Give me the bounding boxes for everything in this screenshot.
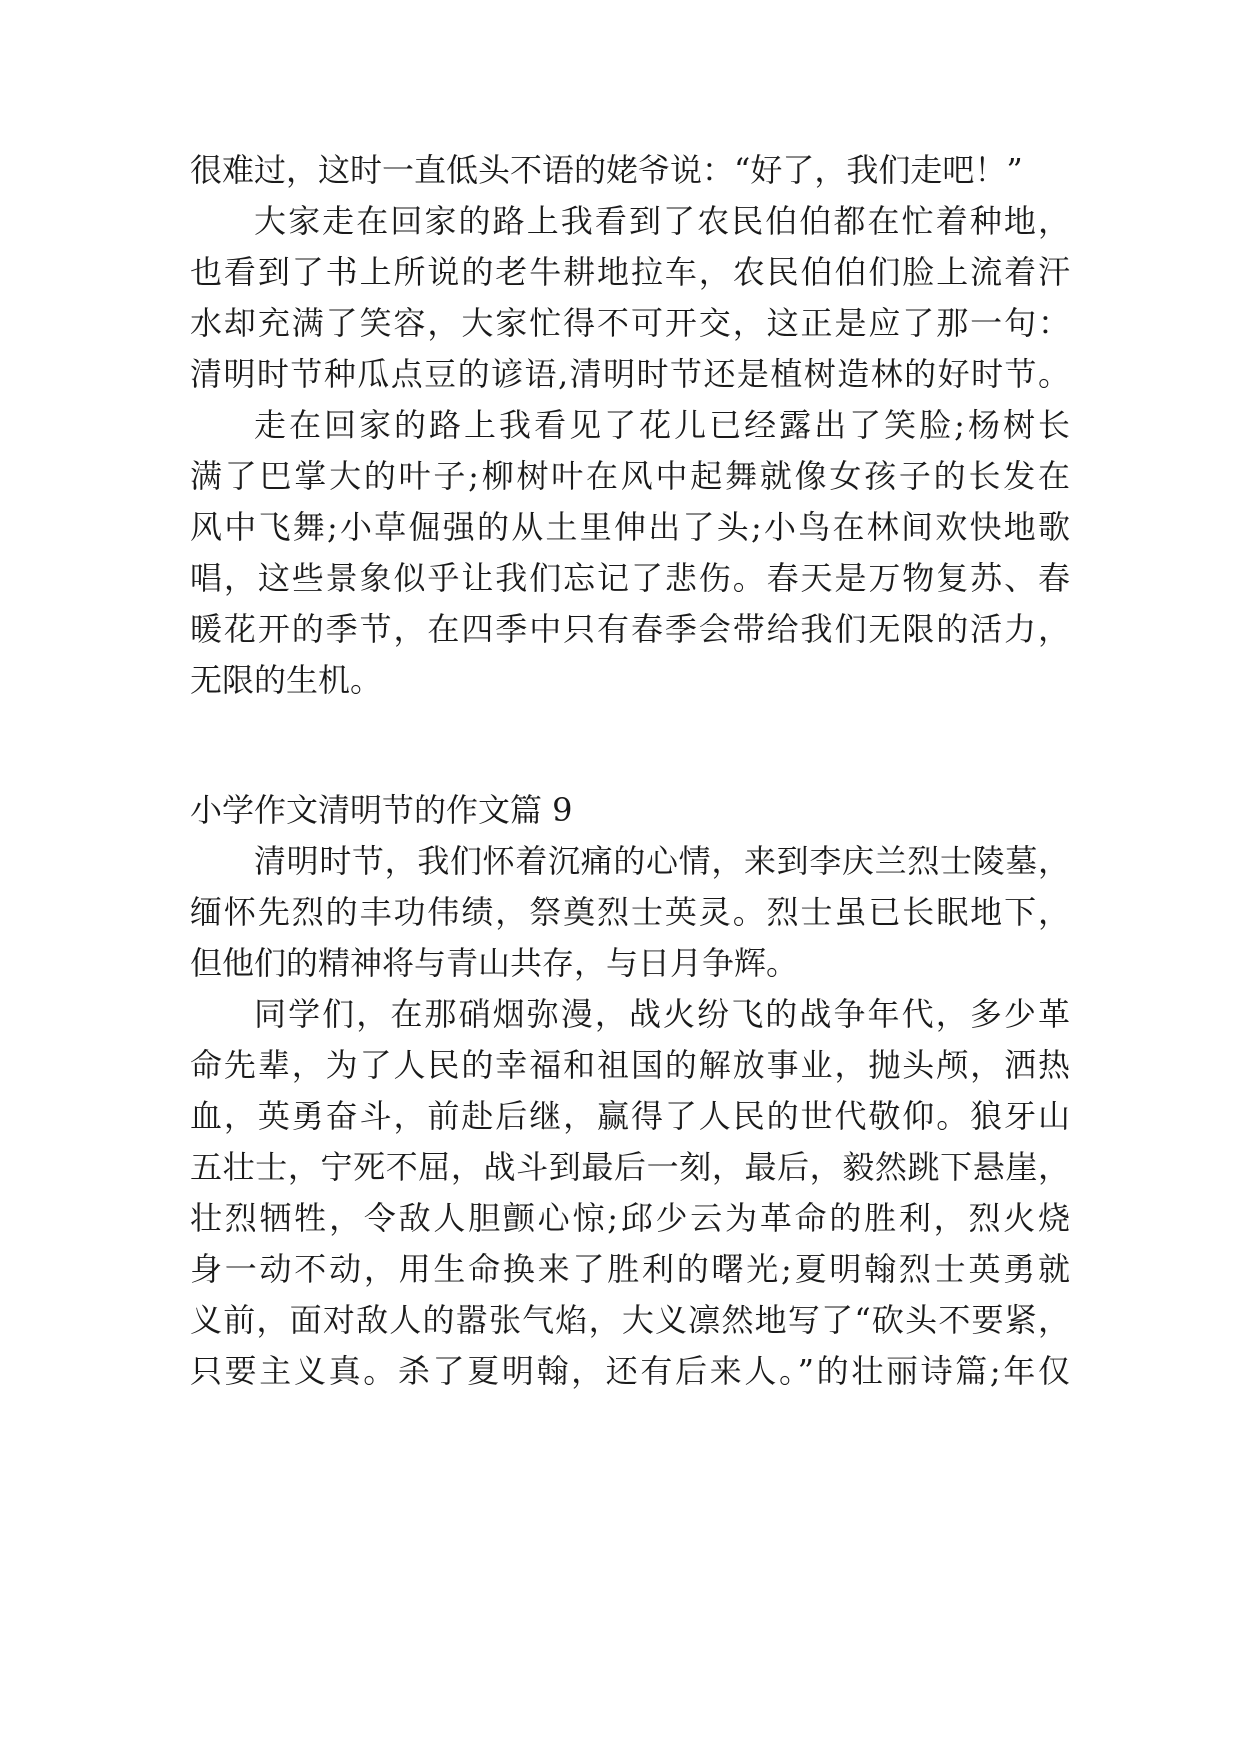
text-line: 唱，这些景象似乎让我们忘记了悲伤。春天是万物复苏、春 — [190, 559, 1070, 597]
text-line: 也看到了书上所说的老牛耕地拉车，农民伯伯们脸上流着汗 — [190, 253, 1070, 291]
text-line: 风中飞舞;小草倔强的从土里伸出了头;小鸟在林间欢快地歌 — [190, 508, 1070, 546]
text-line: 身一动不动，用生命换来了胜利的曙光;夏明翰烈士英勇就 — [190, 1250, 1070, 1288]
text-line: 但他们的精神将与青山共存，与日月争辉。 — [190, 944, 799, 982]
section-heading: 小学作文清明节的作文篇 9 — [190, 791, 573, 829]
text-line: 同学们，在那硝烟弥漫，战火纷飞的战争年代，多少革 — [254, 995, 1070, 1033]
text-line: 只要主义真。杀了夏明翰，还有后来人。”的壮丽诗篇;年仅 — [190, 1352, 1070, 1390]
text-line: 缅怀先烈的丰功伟绩，祭奠烈士英灵。烈士虽已长眠地下， — [190, 893, 1070, 931]
text-line: 清明时节，我们怀着沉痛的心情，来到李庆兰烈士陵墓， — [254, 842, 1070, 880]
text-line: 五壮士，宁死不屈，战斗到最后一刻，最后，毅然跳下悬崖， — [190, 1148, 1070, 1186]
text-line: 很难过，这时一直低头不语的姥爷说：“好了，我们走吧！” — [190, 151, 1023, 189]
text-line: 命先辈，为了人民的幸福和祖国的解放事业，抛头颅，洒热 — [190, 1046, 1070, 1084]
text-line: 无限的生机。 — [190, 661, 383, 699]
text-line: 暖花开的季节，在四季中只有春季会带给我们无限的活力， — [190, 610, 1070, 648]
text-line: 清明时节种瓜点豆的谚语,清明时节还是植树造林的好时节。 — [190, 355, 1070, 393]
text-line: 大家走在回家的路上我看到了农民伯伯都在忙着种地， — [254, 202, 1070, 240]
text-line: 壮烈牺牲，令敌人胆颤心惊;邱少云为革命的胜利，烈火烧 — [190, 1199, 1070, 1237]
text-line: 义前，面对敌人的嚣张气焰，大义凛然地写了“砍头不要紧， — [190, 1301, 1070, 1339]
text-line: 走在回家的路上我看见了花儿已经露出了笑脸;杨树长 — [254, 406, 1070, 444]
text-line: 满了巴掌大的叶子;柳树叶在风中起舞就像女孩子的长发在 — [190, 457, 1070, 495]
text-line: 水却充满了笑容，大家忙得不可开交，这正是应了那一句： — [190, 304, 1070, 342]
text-line: 血，英勇奋斗，前赴后继，赢得了人民的世代敬仰。狼牙山 — [190, 1097, 1070, 1135]
